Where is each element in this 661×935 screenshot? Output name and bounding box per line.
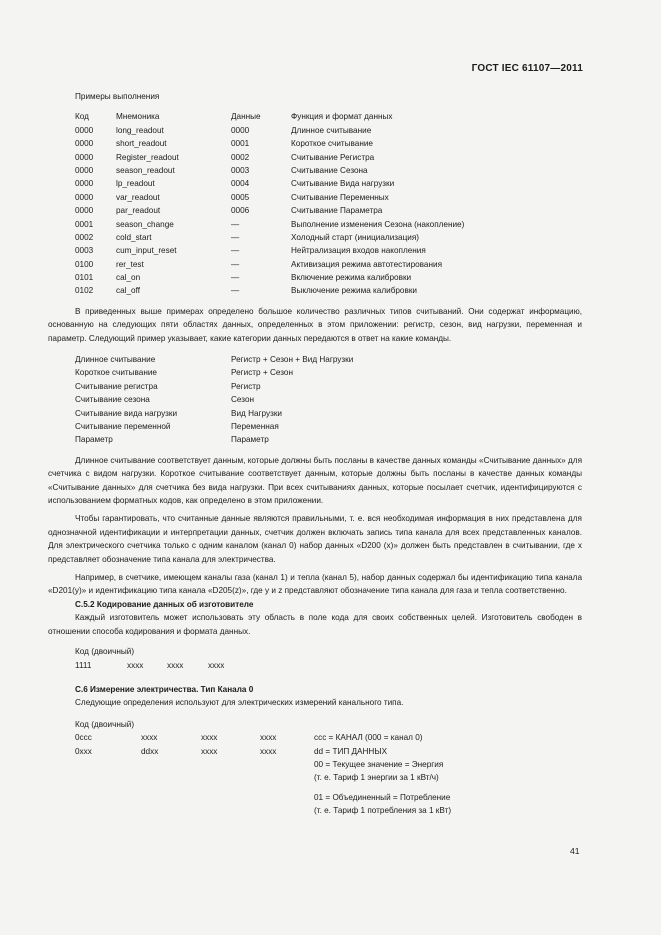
function-cell: Выполнение изменения Сезона (накопление) [291,219,465,229]
code-cell: 0001 [75,219,94,229]
mnemonic-cell: cal_off [116,286,140,296]
data-cell: — [231,219,240,229]
column-header: Функция и формат данных [291,112,393,122]
data-type-definitions [48,758,582,818]
table-row [48,284,582,297]
section-heading-c6: C.6 Измерение электричества. Тип Канала 0 [75,684,254,694]
code-nibble: xxxx [208,660,225,670]
paragraph-channel-type: Чтобы гарантировать, что считанные данные являются правильными, т. е. вся необходимая информация в них представлена для однозначной идентификации и интерпретации данных, счетчик должен включать запись типа канала для всех представленных каналов. Для электрического счетчика только с одним каналом (канал 0) набор данных «D200 (x)» должен быть представлен в считывании, где x представляет обозначение типа канала для электричества. [48,514,582,564]
mnemonic-cell: var_readout [116,192,160,202]
readout-mapping-table [48,353,582,447]
code-nibble: xxxx [260,733,277,743]
data-cell: 0004 [231,179,250,189]
code-cell: 0101 [75,273,94,283]
code-cell: 0000 [75,165,94,175]
code-definition: ccc = КАНАЛ (000 = канал 0) [314,733,423,743]
data-cell: — [231,286,240,296]
function-cell: Выключение режима калибровки [291,286,417,296]
table-row [48,407,582,420]
data-cell: 0003 [231,165,250,175]
code-cell: 0000 [75,139,94,149]
function-cell: Нейтрализация входов накопления [291,246,426,256]
code-nibble: 0xxx [75,746,92,756]
data-cell: 0000 [231,125,250,135]
content-cell: Регистр + Сезон + Вид Нагрузки [231,355,354,365]
content-cell: Регистр [231,381,261,391]
mnemonic-cell: long_readout [116,125,164,135]
code-nibble: 0ccc [75,733,92,743]
column-header: Код [75,112,89,122]
code-row [48,745,582,758]
table-row [48,164,582,177]
mnemonic-cell: cold_start [116,232,152,242]
mnemonic-cell: lp_readout [116,179,155,189]
paragraph-long-short-readout: Длинное считывание соответствует данным, которые должны быть посланы в качестве данных команды «Считывание данных» для счетчика с видом нагрузки. Короткое считывание соответствует данным, которые должны быть посланы в качестве данных команды «Считывание данных» для счетчика без вида нагрузки. При всех считываниях данных, которые посылает счетчик, идентифицируются с использованием форматных кодов, как определено в этом приложении. [48,455,582,506]
code-row [48,659,582,672]
table-row [48,420,582,433]
table-row [48,271,582,284]
readout-cell: Считывание регистра [75,381,158,391]
readout-cell: Считывание вида нагрузки [75,408,178,418]
mnemonic-cell: cum_input_reset [116,246,177,256]
function-cell: Считывание Вида нагрузки [291,179,395,189]
code-definition: dd = ТИП ДАННЫХ [314,746,388,756]
function-cell: Считывание Параметра [291,206,383,216]
table-row [48,366,582,379]
function-cell: Активизация режима автотестирования [291,259,443,269]
column-header: Данные [231,112,261,122]
code-label: Код (двоичный) [75,719,135,729]
code-cell: 0000 [75,125,94,135]
code-cell: 0003 [75,246,94,256]
table-row [48,137,582,150]
code-label: Код (двоичный) [75,647,135,657]
mnemonic-cell: cal_on [116,273,141,283]
data-cell: 0002 [231,152,250,162]
function-cell: Считывание Регистра [291,152,375,162]
data-cell: — [231,232,240,242]
column-header: Мнемоника [116,112,160,122]
table-row [48,218,582,231]
code-cell: 0000 [75,152,94,162]
paragraph-channel-example: Например, в счетчике, имеющем каналы газа (канал 1) и тепла (канал 5), набор данных содержал бы идентификацию типа канала «D201(y)» и идентификацию типа канала «D205(z)», где y и z представляют обозначение типа канала для газа и тепла соответственно. [48,573,582,596]
code-nibble: xxxx [127,660,144,670]
mnemonic-cell: Register_readout [116,152,179,162]
table-row [48,124,582,137]
definition-line: (т. е. Тариф 1 энергии за 1 кВт/ч) [314,773,439,783]
table-row [48,258,582,271]
table-row [48,244,582,257]
table-row [48,231,582,244]
examples-header-row [48,110,582,123]
mnemonic-cell: season_readout [116,165,175,175]
function-cell: Длинное считывание [291,125,372,135]
function-cell: Включение режима калибровки [291,273,412,283]
page-header: ГОСТ IEC 61107—2011 [471,63,583,74]
table-row [48,393,582,406]
code-row [48,731,582,744]
page-number: 41 [570,846,580,856]
code-nibble: xxxx [260,746,277,756]
readout-cell: Считывание переменной [75,422,171,432]
code-cell: 0000 [75,179,94,189]
definition-line: (т. е. Тариф 1 потребления за 1 кВт) [314,806,452,816]
code-nibble: xxxx [167,660,184,670]
data-cell: 0001 [231,139,250,149]
code-cell: 0002 [75,232,94,242]
data-cell: — [231,273,240,283]
data-cell: — [231,259,240,269]
mnemonic-cell: rer_test [116,259,144,269]
readout-cell: Параметр [75,435,113,445]
function-cell: Считывание Переменных [291,192,389,202]
content-cell: Параметр [231,435,269,445]
table-row [48,380,582,393]
code-cell: 0000 [75,206,94,216]
code-nibble: xxxx [201,733,218,743]
code-cell: 0100 [75,259,94,269]
paragraph-data-areas: В приведенных выше примерах определено большое количество различных типов считываний. Они содержат информацию, основанную на следующих пяти областях данных, определенных в этом приложении: регистр, сезон, вид нагрузки, переменная и параметр. Следующий пример указывает, какие категории данных передаются в ответ на какие команды. [48,306,582,343]
content-cell: Регистр + Сезон [231,368,293,378]
code-nibble: ddxx [141,746,159,756]
table-row [48,191,582,204]
mnemonic-cell: short_readout [116,139,167,149]
mnemonic-cell: season_change [116,219,174,229]
definition-line: 01 = Объединенный = Потребление [314,792,451,802]
definition-line: 00 = Текущее значение = Энергия [314,759,444,769]
readout-cell: Считывание сезона [75,395,150,405]
code-cell: 0000 [75,192,94,202]
examples-table-body [48,124,582,298]
function-cell: Короткое считывание [291,139,373,149]
table-row [48,353,582,366]
table-row [48,204,582,217]
paragraph-electricity: Следующие определения используют для электрических измерений канального типа. [75,698,404,708]
examples-title: Примеры выполнения [75,92,160,101]
mnemonic-cell: par_readout [116,206,161,216]
function-cell: Холодный старт (инициализация) [291,232,420,242]
table-row [48,177,582,190]
content-cell: Вид Нагрузки [231,408,283,418]
data-cell: — [231,246,240,256]
code-nibble: xxxx [141,733,158,743]
content-cell: Сезон [231,395,255,405]
data-cell: 0005 [231,192,250,202]
section-heading-c52: C.5.2 Кодирование данных об изготовителе [75,599,254,609]
code-cell: 0102 [75,286,94,296]
code-nibble: 1111 [75,660,92,670]
table-row [48,433,582,446]
readout-cell: Короткое считывание [75,368,157,378]
function-cell: Считывание Сезона [291,165,368,175]
paragraph-manufacturer: Каждый изготовитель может использовать эту область в поле кода для своих собственных целей. Изготовитель свободен в отношении способа кодирования и формата данных. [48,613,582,636]
readout-cell: Длинное считывание [75,355,156,365]
data-cell: 0006 [231,206,250,216]
code-nibble: xxxx [201,746,218,756]
table-row [48,151,582,164]
page-content [48,90,582,818]
content-cell: Переменная [231,422,279,432]
